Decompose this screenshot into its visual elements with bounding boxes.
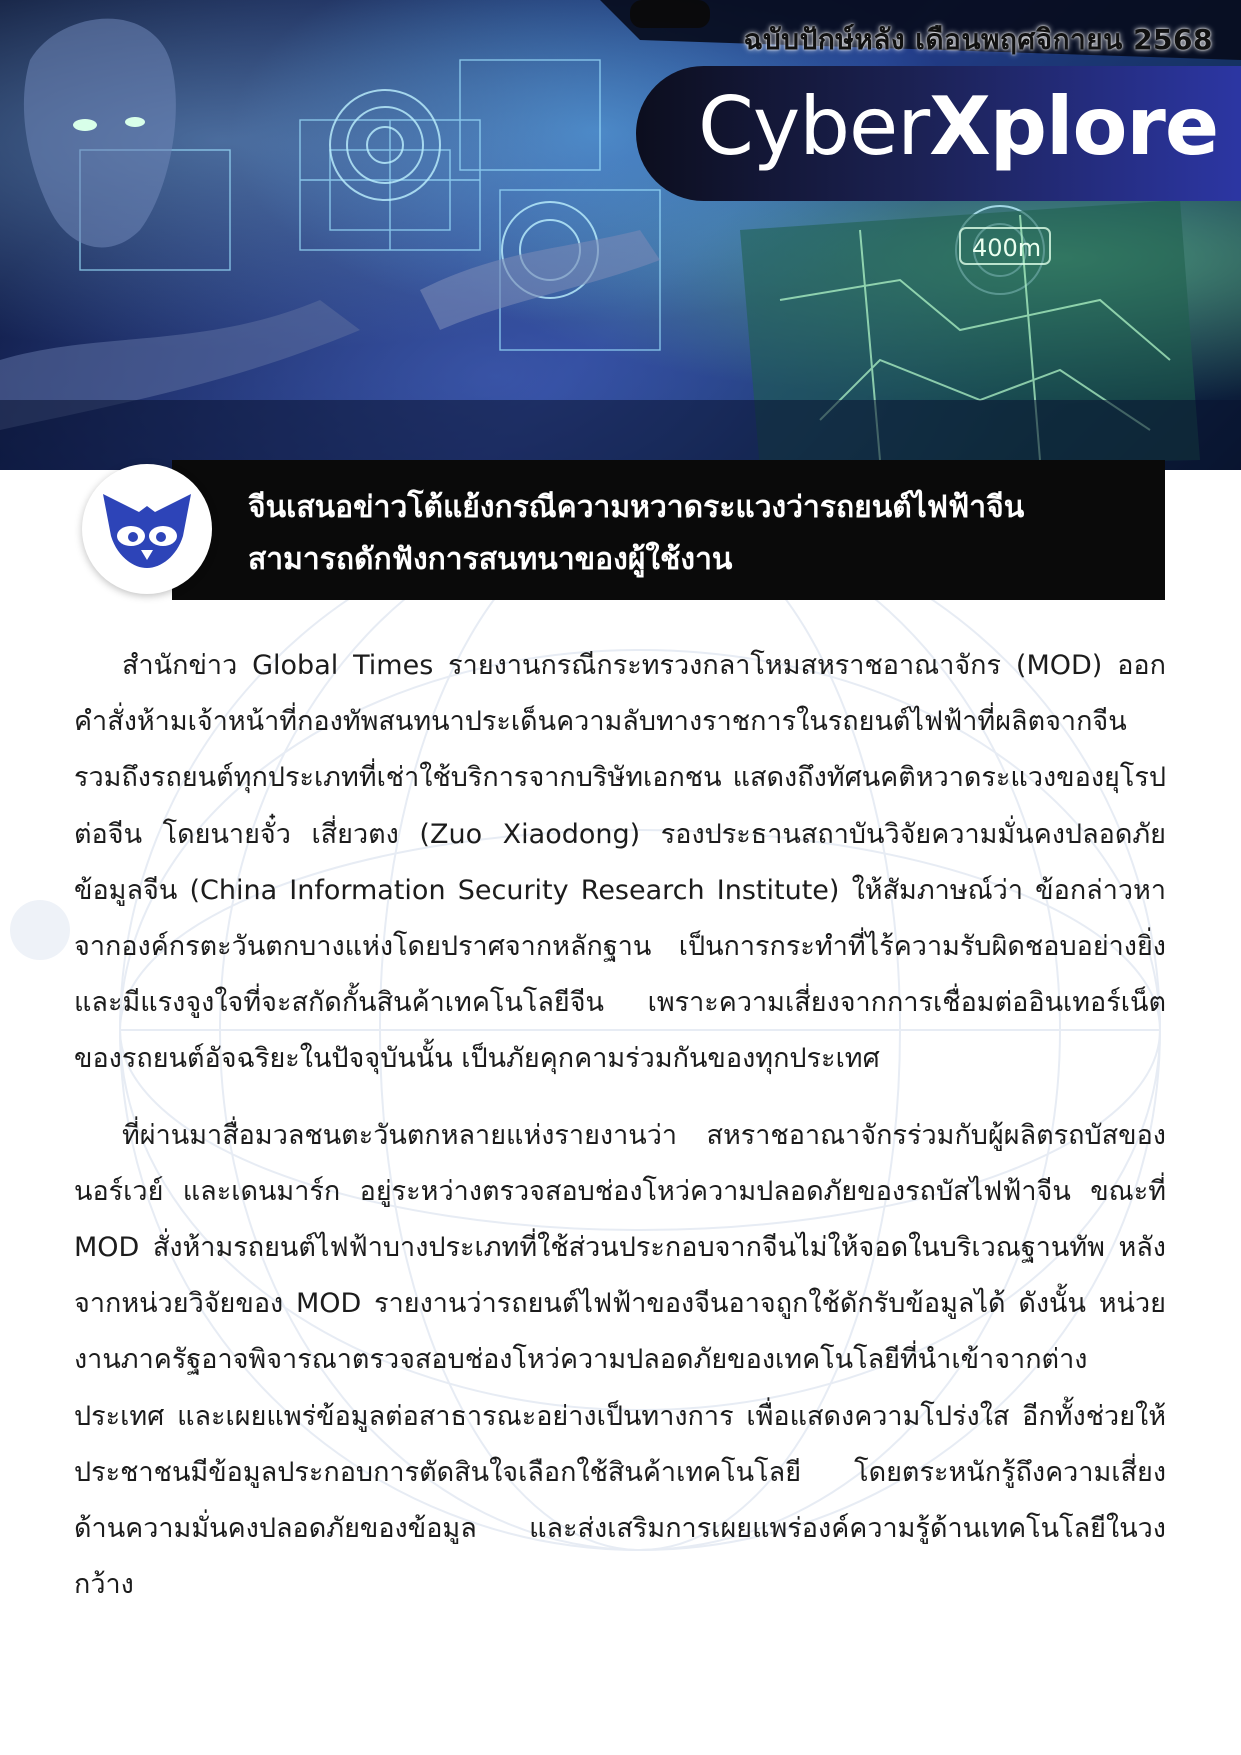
headline-band [172, 460, 1165, 600]
article-body [74, 638, 1166, 1633]
headline-line-2: สามารถดักฟังการสนทนาของผู้ใช้งาน [248, 542, 733, 577]
brand-logo [698, 80, 1218, 173]
article-paragraph: สำนักข่าว Global Times รายงานกรณีกระทรวงกลาโหมสหราชอาณาจักร (MOD) ออกคำสั่งห้ามเจ้าหน้าที่กองทัพสนทนาประเด็นความลับทางราชการในรถยนต์ไฟฟ้าที่ผลิตจากจีน รวมถึงรถยนต์ทุกประเภทที่เช่าใช้บริการจากบริษัทเอกชน แสดงถึงทัศนคติหวาดระแวงของยุโรปต่อจีน โดยนายจั๋ว เสี่ยวตง (Zuo Xiaodong) รองประธานสถาบันวิจัยความมั่นคงปลอดภัยข้อมูลจีน (China Information Security Research Institute) ให้สัมภาษณ์ว่า ข้อกล่าวหาจากองค์กรตะวันตกบางแห่งโดยปราศจากหลักฐาน เป็นการกระทำที่ไร้ความรับผิดชอบอย่างยิ่ง และมีแรงจูงใจที่จะสกัดกั้นสินค้าเทคโนโลยีจีน เพราะความเสี่ยงจากการเชื่อมต่ออินเทอร์เน็ตของรถยนต์อัจฉริยะในปัจจุบันนั้น เป็นภัยคุกคามร่วมกันของทุกประเทศ [74, 650, 1166, 1075]
headline-line-1: จีนเสนอข่าวโต้แย้งกรณีความหวาดระแวงว่ารถยนต์ไฟฟ้าจีน [248, 490, 1025, 525]
owl-logo-icon [99, 486, 195, 572]
distance-readout: 400m [972, 234, 1042, 262]
article-paragraph: ที่ผ่านมาสื่อมวลชนตะวันตกหลายแห่งรายงานว่า สหราชอาณาจักรร่วมกับผู้ผลิตรถบัสของนอร์เวย์ และเดนมาร์ก อยู่ระหว่างตรวจสอบช่องโหว่ความปลอดภัยของรถบัสไฟฟ้าจีน ขณะที่ MOD สั่งห้ามรถยนต์ไฟฟ้าบางประเภทที่ใช้ส่วนประกอบจากจีนไม่ให้จอดในบริเวณฐานทัพ หลังจากหน่วยวิจัยของ MOD รายงานว่ารถยนต์ไฟฟ้าของจีนอาจถูกใช้ดักรับข้อมูลได้ ดังนั้น หน่วยงานภาครัฐอาจพิจารณาตรวจสอบช่องโหว่ความปลอดภัยของเทคโนโลยีที่นำเข้าจากต่างประเทศ และเผยแพร่ข้อมูลต่อสาธารณะอย่างเป็นทางการ เพื่อแสดงความโปร่งใส อีกทั้งช่วยให้ประชาชนมีข้อมูลประกอบการตัดสินใจเลือกใช้สินค้าเทคโนโลยี โดยตระหนักรู้ถึงความเสี่ยงด้านความมั่นคงปลอดภัยของข้อมูล และส่งเสริมการเผยแพร่องค์ความรู้ด้านเทคโนโลยีในวงกว้าง [74, 1119, 1166, 1601]
brand-banner [636, 66, 1241, 201]
headline-title [248, 482, 1145, 586]
brand-name-light: Cyber [698, 80, 930, 173]
brand-name-bold: Xplore [929, 80, 1219, 173]
logo-badge [82, 464, 212, 594]
issue-date: ฉบับปักษ์หลัง เดือนพฤศจิกายน 2568 [743, 23, 1213, 56]
hero-banner [0, 0, 1241, 470]
